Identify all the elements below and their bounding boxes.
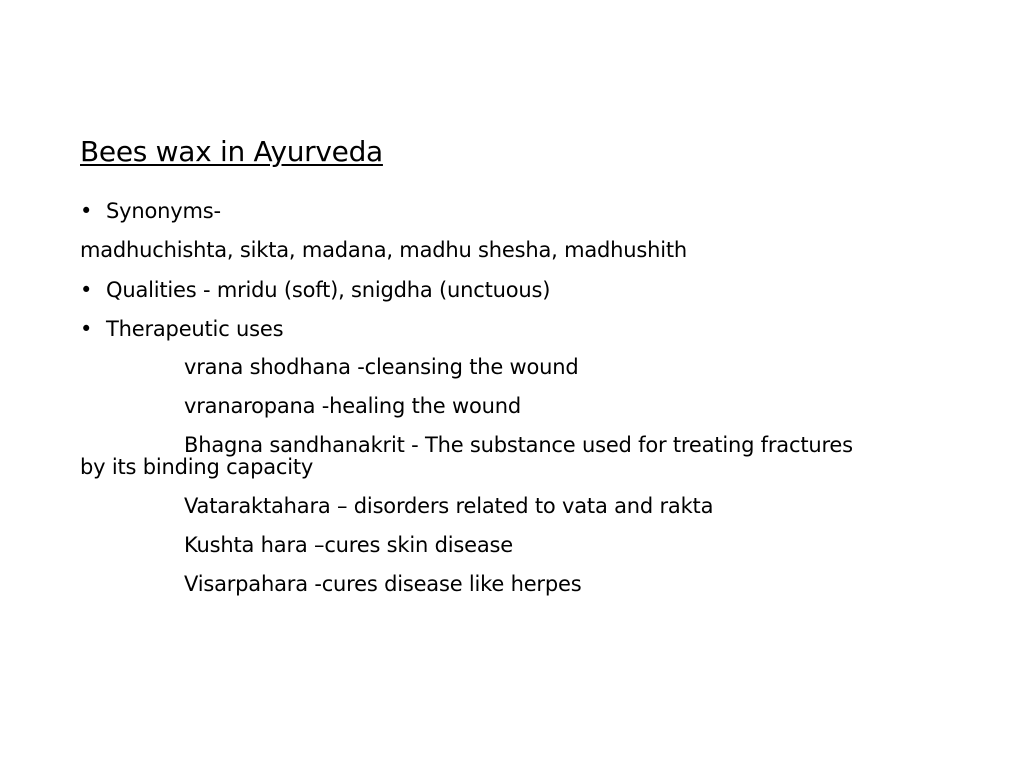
use-kushta-hara: Kushta hara –cures skin disease — [184, 533, 513, 557]
qualities-text: Qualities - mridu (soft), snigdha (unctuous) — [106, 278, 551, 302]
slide-title: Bees wax in Ayurveda — [80, 135, 383, 168]
use-bhagna-sandhanakrit: Bhagna sandhanakrit - The substance used for treating fractures — [184, 433, 853, 457]
therapeutic-heading: Therapeutic uses — [106, 317, 284, 341]
bullet-synonyms: • — [80, 199, 93, 223]
synonyms-heading: Synonyms- — [106, 199, 221, 223]
bullet-qualities: • — [80, 278, 93, 302]
bullet-therapeutic: • — [80, 317, 93, 341]
use-vranaropana: vranaropana -healing the wound — [184, 394, 521, 418]
use-bhagna-sandhanakrit-wrap: by its binding capacity — [80, 455, 314, 479]
use-visarpahara: Visarpahara -cures disease like herpes — [184, 572, 582, 596]
use-vrana-shodhana: vrana shodhana -cleansing the wound — [184, 355, 579, 379]
use-vataraktahara: Vataraktahara – disorders related to vata and rakta — [184, 494, 714, 518]
synonyms-list: madhuchishta, sikta, madana, madhu shesha, madhushith — [80, 238, 688, 262]
